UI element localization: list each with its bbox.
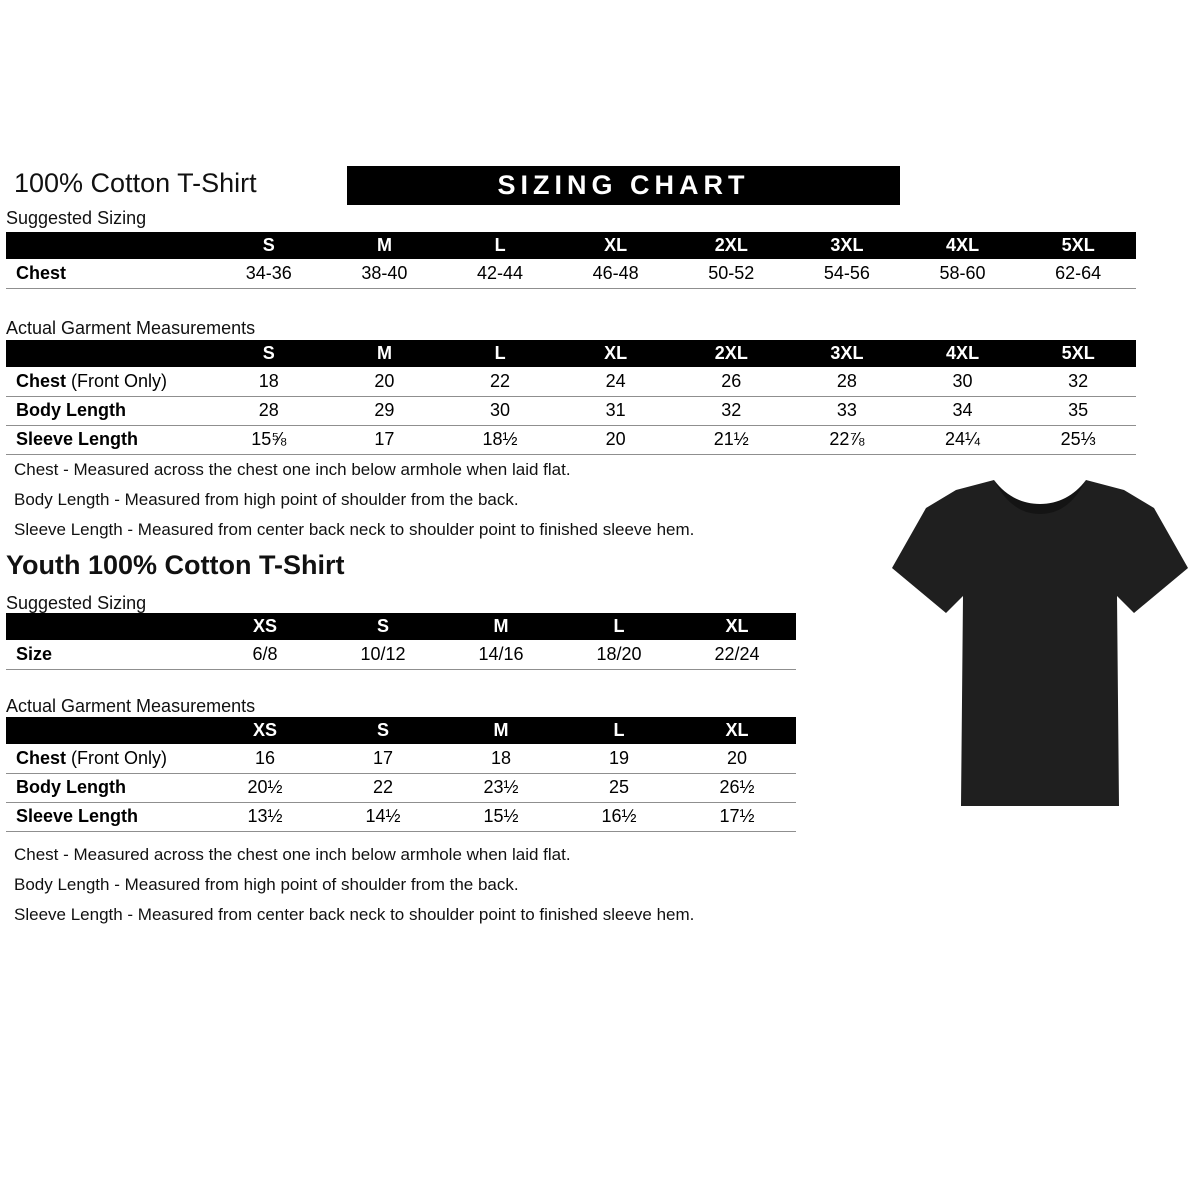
measurement-row	[6, 259, 1136, 288]
sizing-chart-banner-text: SIZING CHART	[497, 170, 750, 200]
measurement-value: 18½	[442, 425, 558, 454]
measurement-value: 29	[327, 396, 443, 425]
size-column-header: M	[442, 613, 560, 640]
adult-actual-measurements-label: Actual Garment Measurements	[6, 318, 256, 338]
measurement-value: 20½	[206, 773, 324, 802]
size-column-header: M	[327, 232, 443, 259]
size-column-header	[6, 613, 206, 640]
row-label: Chest (Front Only)	[6, 367, 211, 396]
measurement-row	[6, 802, 796, 831]
measurement-row	[6, 640, 796, 669]
row-label: Sleeve Length	[6, 425, 211, 454]
size-column-header: XL	[558, 340, 674, 367]
measurement-value: 22	[442, 367, 558, 396]
measurement-value: 20	[327, 367, 443, 396]
measurement-value: 21½	[674, 425, 790, 454]
size-column-header: L	[442, 232, 558, 259]
measurement-row	[6, 425, 1136, 454]
measurement-value: 16½	[560, 802, 678, 831]
size-column-header: L	[560, 717, 678, 744]
measurement-value: 50-52	[674, 259, 790, 288]
measurement-value: 28	[211, 396, 327, 425]
size-column-header: S	[211, 232, 327, 259]
note-sleeve-length: Sleeve Length - Measured from center back neck to shoulder point to finished sleeve hem.	[14, 905, 695, 924]
note-sleeve-length: Sleeve Length - Measured from center back neck to shoulder point to finished sleeve hem.	[14, 520, 695, 539]
size-column-header: 2XL	[674, 340, 790, 367]
measurement-value: 42-44	[442, 259, 558, 288]
measurement-value: 19	[560, 744, 678, 773]
measurement-value: 32	[1020, 367, 1136, 396]
measurement-value: 17	[324, 744, 442, 773]
adult-suggested-sizing-label: Suggested Sizing	[6, 208, 147, 228]
measurement-value: 46-48	[558, 259, 674, 288]
note-body-length: Body Length - Measured from high point of shoulder from the back.	[14, 875, 519, 894]
youth-actual-measurements-label: Actual Garment Measurements	[6, 696, 256, 716]
adult-section-title: 100% Cotton T-Shirt	[14, 168, 257, 198]
measurement-value: 31	[558, 396, 674, 425]
size-column-header: XL	[678, 613, 796, 640]
size-column-header: XL	[678, 717, 796, 744]
measurement-row	[6, 367, 1136, 396]
measurement-value: 62-64	[1020, 259, 1136, 288]
size-header-row	[6, 232, 1136, 259]
note-body-length: Body Length - Measured from high point of shoulder from the back.	[14, 490, 519, 509]
size-column-header: L	[560, 613, 678, 640]
size-column-header	[6, 717, 206, 744]
measurement-value: 35	[1020, 396, 1136, 425]
size-header-row	[6, 717, 796, 744]
measurement-value: 38-40	[327, 259, 443, 288]
measurement-row	[6, 773, 796, 802]
size-column-header: 5XL	[1020, 340, 1136, 367]
youth-suggested-sizing-table	[6, 613, 796, 670]
row-label: Body Length	[6, 396, 211, 425]
size-column-header: XL	[558, 232, 674, 259]
row-label: Sleeve Length	[6, 802, 206, 831]
size-column-header: S	[324, 717, 442, 744]
size-header-row	[6, 340, 1136, 367]
measurement-value: 14/16	[442, 640, 560, 669]
adult-measurement-notes	[14, 460, 694, 550]
measurement-value: 24¼	[905, 425, 1021, 454]
size-column-header: 3XL	[789, 340, 905, 367]
youth-actual-measurements-table	[6, 717, 796, 832]
measurement-value: 10/12	[324, 640, 442, 669]
measurement-value: 34	[905, 396, 1021, 425]
measurement-value: 54-56	[789, 259, 905, 288]
measurement-value: 58-60	[905, 259, 1021, 288]
adult-suggested-sizing-table	[6, 232, 1136, 289]
note-chest: Chest - Measured across the chest one inch below armhole when laid flat.	[14, 845, 571, 864]
measurement-value: 34-36	[211, 259, 327, 288]
size-column-header: M	[442, 717, 560, 744]
size-column-header: 2XL	[674, 232, 790, 259]
measurement-value: 30	[442, 396, 558, 425]
measurement-row	[6, 396, 1136, 425]
youth-section-title: Youth 100% Cotton T-Shirt	[6, 550, 345, 580]
size-column-header: S	[324, 613, 442, 640]
measurement-value: 22/24	[678, 640, 796, 669]
youth-measurement-notes	[14, 845, 694, 935]
note-chest: Chest - Measured across the chest one inch below armhole when laid flat.	[14, 460, 571, 479]
size-column-header: 4XL	[905, 232, 1021, 259]
measurement-value: 15⅝	[211, 425, 327, 454]
size-column-header: L	[442, 340, 558, 367]
measurement-value: 16	[206, 744, 324, 773]
measurement-value: 26	[674, 367, 790, 396]
measurement-value: 28	[789, 367, 905, 396]
size-header-row	[6, 613, 796, 640]
measurement-value: 6/8	[206, 640, 324, 669]
measurement-value: 13½	[206, 802, 324, 831]
measurement-value: 17	[327, 425, 443, 454]
row-label: Size	[6, 640, 206, 669]
measurement-value: 23½	[442, 773, 560, 802]
measurement-row	[6, 744, 796, 773]
black-tshirt-image	[888, 470, 1192, 822]
measurement-value: 18/20	[560, 640, 678, 669]
size-column-header: XS	[206, 613, 324, 640]
measurement-value: 20	[678, 744, 796, 773]
measurement-value: 18	[442, 744, 560, 773]
measurement-value: 32	[674, 396, 790, 425]
size-column-header: XS	[206, 717, 324, 744]
measurement-value: 18	[211, 367, 327, 396]
size-column-header	[6, 340, 211, 367]
size-column-header: 5XL	[1020, 232, 1136, 259]
measurement-value: 17½	[678, 802, 796, 831]
row-label: Body Length	[6, 773, 206, 802]
measurement-value: 24	[558, 367, 674, 396]
measurement-value: 30	[905, 367, 1021, 396]
measurement-value: 25⅓	[1020, 425, 1136, 454]
measurement-value: 26½	[678, 773, 796, 802]
youth-suggested-sizing-label: Suggested Sizing	[6, 593, 147, 613]
sizing-chart-banner	[347, 166, 900, 205]
size-column-header: S	[211, 340, 327, 367]
row-label: Chest	[6, 259, 211, 288]
size-column-header: 4XL	[905, 340, 1021, 367]
size-column-header	[6, 232, 211, 259]
row-label: Chest (Front Only)	[6, 744, 206, 773]
measurement-value: 22⅞	[789, 425, 905, 454]
measurement-value: 15½	[442, 802, 560, 831]
measurement-value: 33	[789, 396, 905, 425]
tshirt-icon	[888, 470, 1192, 822]
measurement-value: 14½	[324, 802, 442, 831]
measurement-value: 20	[558, 425, 674, 454]
measurement-value: 25	[560, 773, 678, 802]
adult-actual-measurements-table	[6, 340, 1136, 455]
size-column-header: M	[327, 340, 443, 367]
measurement-value: 22	[324, 773, 442, 802]
size-column-header: 3XL	[789, 232, 905, 259]
